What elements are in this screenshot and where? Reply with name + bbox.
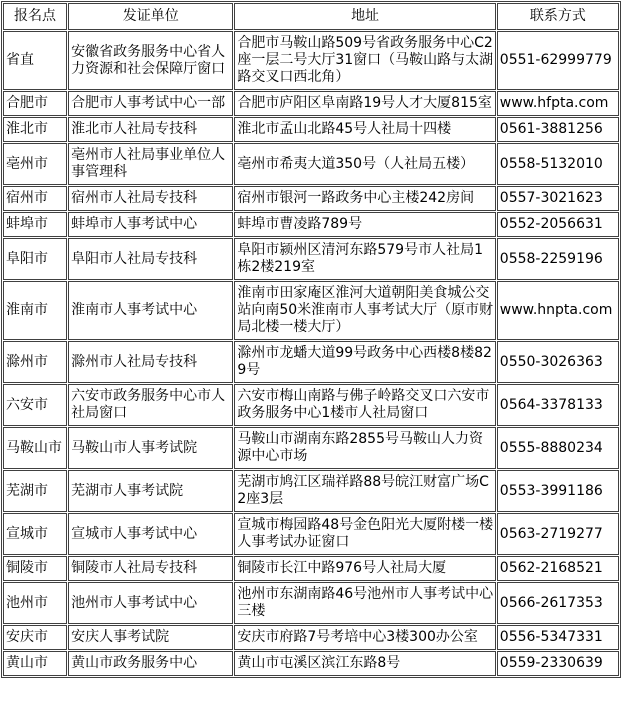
cell-issuing-unit: 滁州市人社局专技科 [68,341,233,383]
cell-registration-point: 淮南市 [3,281,67,340]
table-row [3,186,619,211]
table-row [3,117,619,142]
cell-registration-point: 黄山市 [3,651,67,676]
table-row [3,31,619,90]
table-row [3,384,619,426]
cell-contact: 0550-3026363 [497,341,619,383]
cell-issuing-unit: 安庆人事考试院 [68,625,233,650]
column-header-contact: 联系方式 [497,3,619,30]
cell-issuing-unit: 淮南市人事考试中心 [68,281,233,340]
cell-registration-point: 芜湖市 [3,470,67,512]
cell-address: 宣城市梅园路48号金色阳光大厦附楼一楼人事考试办证窗口 [234,513,495,555]
cell-contact: 0556-5347331 [497,625,619,650]
cell-issuing-unit: 合肥市人事考试中心一部 [68,91,233,116]
cell-issuing-unit: 蚌埠市人事考试中心 [68,212,233,237]
cell-contact: 0564-3378133 [497,384,619,426]
cell-contact: 0552-2056631 [497,212,619,237]
column-header-address: 地址 [234,3,495,30]
table-row [3,556,619,581]
cell-address: 合肥市庐阳区阜南路19号人才大厦815室 [234,91,495,116]
cell-contact: 0558-2259196 [497,238,619,280]
cell-contact: 0566-2617353 [497,582,619,624]
cell-issuing-unit: 宿州市人社局专技科 [68,186,233,211]
cell-contact: www.hfpta.com [497,91,619,116]
cell-address: 芜湖市鸠江区瑞祥路88号皖江财富广场C2座3层 [234,470,495,512]
table-row [3,143,619,185]
cell-contact: 0559-2330639 [497,651,619,676]
cell-issuing-unit: 淮北市人社局专技科 [68,117,233,142]
cell-issuing-unit: 六安市政务服务中心市人社局窗口 [68,384,233,426]
cell-registration-point: 六安市 [3,384,67,426]
cell-contact: 0555-8880234 [497,427,619,469]
cell-address: 阜阳市颍州区清河东路579号市人社局1栋2楼219室 [234,238,495,280]
cell-issuing-unit: 安徽省政务服务中心省人力资源和社会保障厅窗口 [68,31,233,90]
cell-contact: 0551-62999779 [497,31,619,90]
cell-address: 宿州市银河一路政务中心主楼242房间 [234,186,495,211]
cell-issuing-unit: 宣城市人事考试中心 [68,513,233,555]
table-row [3,582,619,624]
table-row [3,238,619,280]
cell-contact: 0561-3881256 [497,117,619,142]
table-row [3,470,619,512]
cell-issuing-unit: 芜湖市人事考试院 [68,470,233,512]
cell-address: 马鞍山市湖南东路2855号马鞍山人力资源中心市场 [234,427,495,469]
cell-issuing-unit: 马鞍山市人事考试院 [68,427,233,469]
cell-registration-point: 阜阳市 [3,238,67,280]
cell-contact: 0562-2168521 [497,556,619,581]
cell-registration-point: 亳州市 [3,143,67,185]
cell-issuing-unit: 铜陵市人社局专技科 [68,556,233,581]
cell-registration-point: 宣城市 [3,513,67,555]
cell-issuing-unit: 阜阳市人社局专技科 [68,238,233,280]
registration-points-table [1,1,621,678]
cell-registration-point: 安庆市 [3,625,67,650]
cell-address: 合肥市马鞍山路509号省政务服务中心C2座一层二号大厅31窗口（马鞍山路与太湖路交叉口西北角） [234,31,495,90]
table-row [3,91,619,116]
cell-address: 滁州市龙蟠大道99号政务中心西楼8楼829号 [234,341,495,383]
table-row [3,625,619,650]
cell-registration-point: 滁州市 [3,341,67,383]
cell-registration-point: 宿州市 [3,186,67,211]
table-row [3,212,619,237]
cell-contact: 0557-3021623 [497,186,619,211]
table-row [3,513,619,555]
cell-registration-point: 蚌埠市 [3,212,67,237]
column-header-issuer: 发证单位 [68,3,233,30]
cell-registration-point: 合肥市 [3,91,67,116]
cell-contact: 0563-2719277 [497,513,619,555]
cell-address: 六安市梅山南路与佛子岭路交叉口六安市政务服务中心1楼市人社局窗口 [234,384,495,426]
cell-address: 黄山市屯溪区滨江东路8号 [234,651,495,676]
cell-contact: 0558-5132010 [497,143,619,185]
cell-address: 蚌埠市曹凌路789号 [234,212,495,237]
table-row [3,651,619,676]
cell-registration-point: 铜陵市 [3,556,67,581]
table-row [3,281,619,340]
cell-address: 安庆市府路7号考培中心3楼300办公室 [234,625,495,650]
cell-issuing-unit: 黄山市政务服务中心 [68,651,233,676]
cell-registration-point: 马鞍山市 [3,427,67,469]
cell-issuing-unit: 池州市人事考试中心 [68,582,233,624]
cell-contact: 0553-3991186 [497,470,619,512]
cell-registration-point: 省直 [3,31,67,90]
column-header-point: 报名点 [3,3,67,30]
table-header-row [3,3,619,30]
table-row [3,341,619,383]
cell-address: 淮南市田家庵区淮河大道朝阳美食城公交站向南50米淮南市人事考试大厅（原市财局北楼一楼大厅） [234,281,495,340]
cell-address: 亳州市希夷大道350号（人社局五楼） [234,143,495,185]
cell-address: 铜陵市长江中路976号人社局大厦 [234,556,495,581]
table-row [3,427,619,469]
cell-registration-point: 淮北市 [3,117,67,142]
cell-address: 池州市东湖南路46号池州市人事考试中心三楼 [234,582,495,624]
cell-address: 淮北市孟山北路45号人社局十四楼 [234,117,495,142]
cell-contact: www.hnpta.com [497,281,619,340]
cell-registration-point: 池州市 [3,582,67,624]
cell-issuing-unit: 亳州市人社局事业单位人事管理科 [68,143,233,185]
